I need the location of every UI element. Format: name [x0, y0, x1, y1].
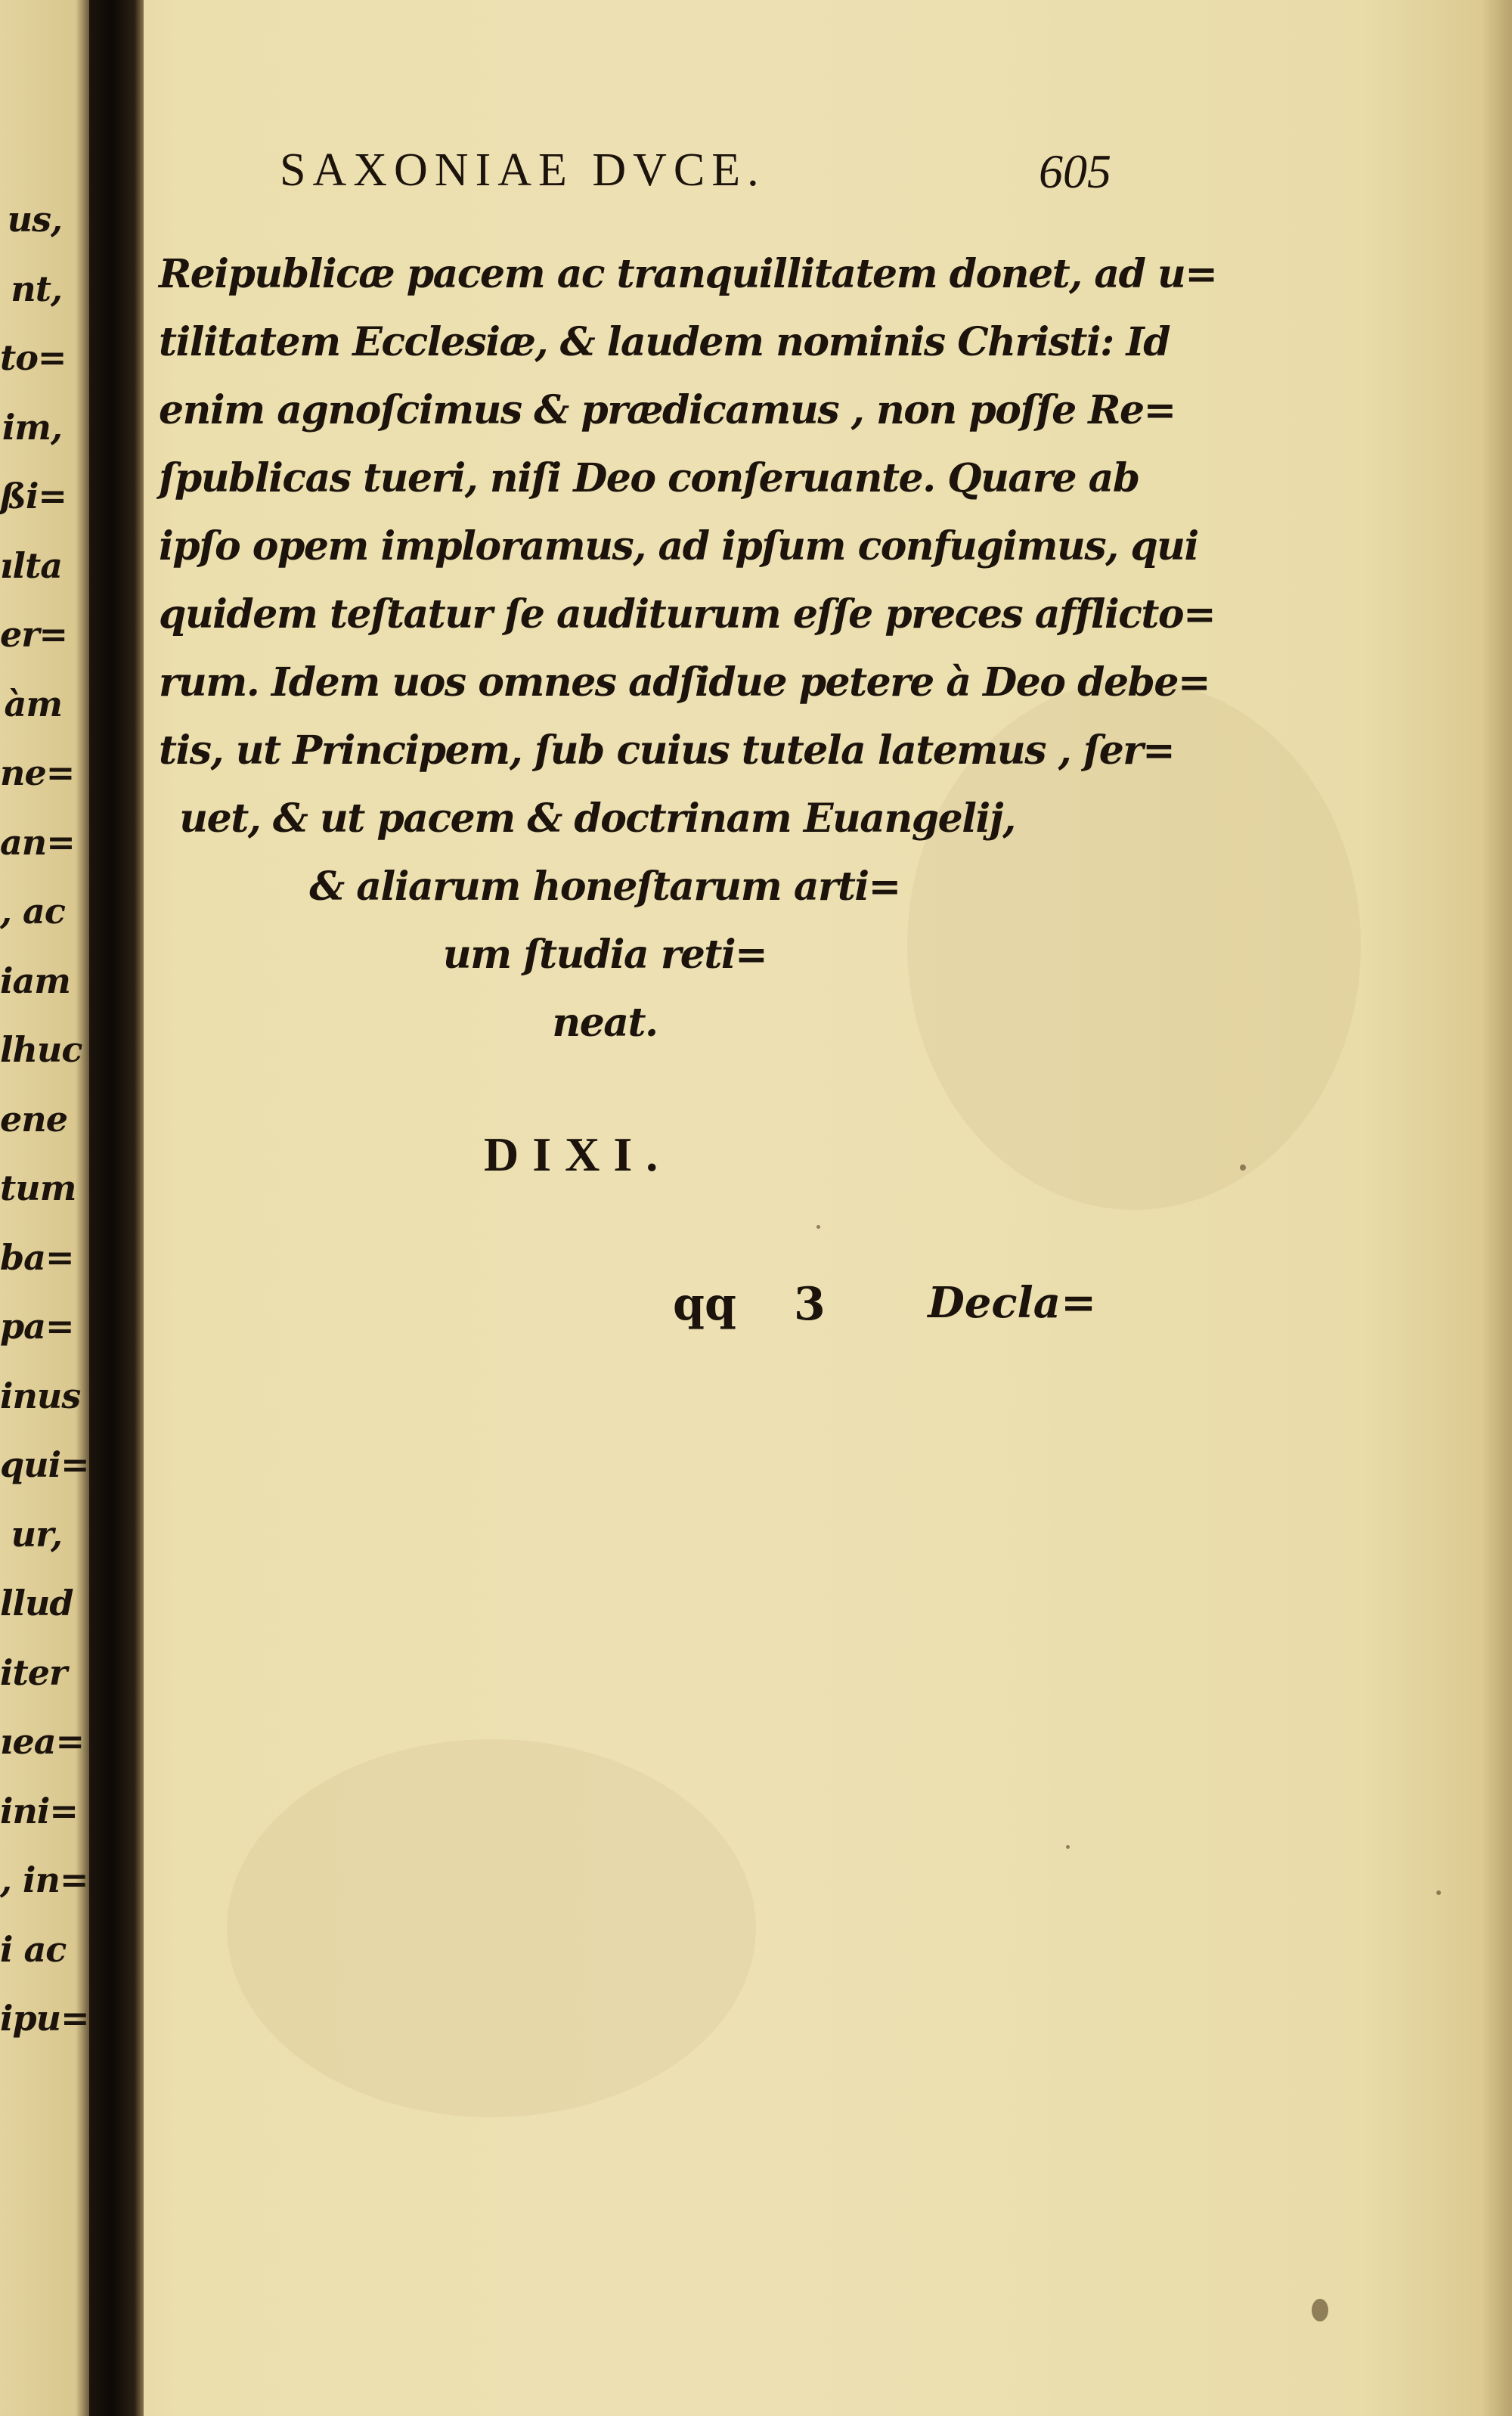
facing-page-fragment: ipu= — [0, 1998, 89, 2039]
text-line: neat. — [552, 1000, 658, 1046]
facing-page-fragment: ßi= — [0, 476, 67, 516]
closing-word: DIXI. — [484, 1127, 672, 1181]
text-line: & aliarum honeſtarum arti= — [309, 864, 900, 910]
facing-page-fragment: tum — [0, 1168, 76, 1208]
facing-page-fragment: ene — [0, 1098, 67, 1140]
text-line: Reipublicæ pacem ac tranquillitatem donet, ad u= — [159, 251, 1217, 297]
signature-line — [673, 1278, 1096, 1346]
facing-page-fragment: iam — [0, 960, 70, 1001]
facing-page-fragment: ne= — [0, 752, 75, 793]
body-text — [159, 240, 1217, 1057]
facing-page-fragment: ur, — [11, 1513, 62, 1555]
facing-page-fragment: , ac — [0, 891, 65, 932]
facing-page-fragment: im, — [2, 406, 62, 448]
text-line: ipſo opem imploramus, ad ipſum confugimus, qui — [159, 523, 1198, 569]
facing-page-fragment: i ac — [0, 1928, 67, 1970]
signature-mark: qq — [673, 1278, 736, 1331]
book-gutter — [89, 0, 144, 2416]
text-line: uet, & ut pacem & doctrinam Euangelij, — [179, 796, 1015, 842]
catchword: Decla= — [928, 1278, 1096, 1328]
text-line: enim agnoſcimus & prædicamus , non poſſe Re= — [159, 387, 1176, 433]
facing-page-fragment: qui= — [0, 1444, 89, 1485]
text-line: tis, ut Principem, ſub cuius tutela latemus , ſer= — [159, 727, 1175, 774]
text-line: tilitatem Ecclesiæ, & laudem nominis Christi: Id — [159, 319, 1170, 365]
facing-page-text-fragments — [0, 185, 89, 2054]
facing-page-fragment: àm — [4, 683, 62, 724]
facing-page-fragment: , in= — [0, 1859, 88, 1900]
text-line: rum. Idem uos omnes adſidue petere à Deo debe= — [159, 659, 1210, 706]
paper-stain — [227, 1739, 756, 2117]
page-right-edge — [1482, 0, 1512, 2416]
text-line: quidem teſtatur ſe auditurum eſſe preces afflicto= — [159, 591, 1216, 637]
facing-page-fragment: llud — [0, 1583, 73, 1624]
running-head — [280, 144, 1111, 212]
page-number: 605 — [1039, 144, 1111, 198]
facing-page-fragment: to= — [0, 337, 67, 378]
text-line: ſpublicas tueri, niſi Deo conſeruante. Quare ab — [159, 455, 1139, 501]
facing-page-fragment: lhuc — [0, 1029, 82, 1070]
facing-page-fragment: ba= — [0, 1236, 74, 1278]
text-line: um ſtudia reti= — [442, 932, 767, 978]
facing-page-fragment: inus — [0, 1375, 81, 1416]
facing-page-fragment: us, — [7, 199, 62, 240]
facing-page-fragment: an= — [0, 821, 75, 863]
facing-page-fragment: pa= — [0, 1306, 74, 1347]
signature-number: 3 — [794, 1278, 826, 1331]
facing-page-fragment: ılta — [0, 544, 63, 586]
facing-page-fragment: ini= — [0, 1790, 78, 1831]
facing-page-fragment: er= — [0, 614, 68, 655]
running-title: SAXONIAE DVCE. — [280, 144, 766, 196]
facing-page-fragment: iter — [0, 1652, 67, 1693]
facing-page-fragment: nt, — [11, 268, 62, 309]
facing-page-fragment: ıea= — [0, 1721, 85, 1762]
